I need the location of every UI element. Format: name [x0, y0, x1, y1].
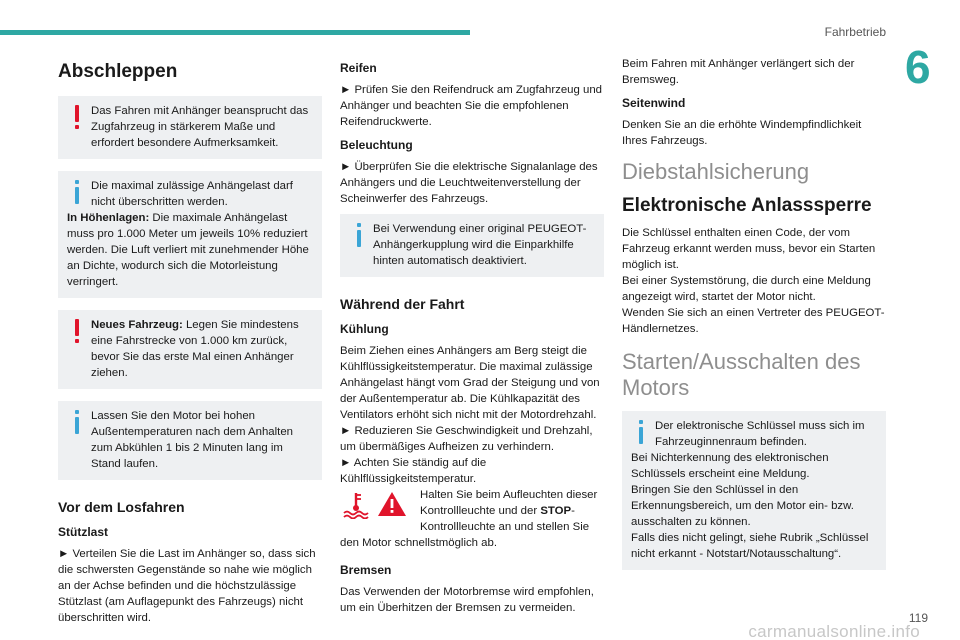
paragraph: ► Prüfen Sie den Reifendruck am Zugfahrzeug und Anhänger und beachten Sie die empfohlenen Reifendruckwerte. [340, 84, 603, 128]
paragraph: Beim Ziehen eines Anhängers am Berg steigt die Kühlflüssigkeitstemperatur. Die maximal zulässige Anhängelast hängt vom Grad der Steigung und von der Außentemperatur ab. Die Kühlkapazität des Ventilators erhöht sich nicht mit der Motordrehzahl. [340, 345, 600, 421]
warning-icon [70, 319, 84, 345]
column-3 [622, 56, 886, 582]
warning-text [67, 317, 313, 381]
paragraph: ► Reduzieren Sie Geschwindigkeit und Drehzahl, um übermäßiges Aufheizen zu verhindern. [340, 425, 593, 453]
info-text-rest: Die maximale Anhängelast muss pro 1.000 Meter um jeweils 10% reduziert werden. Die Luft verliert mit zunehmender Höhe an Dichte, wodurch sich die Motorleistung verringert. [67, 212, 309, 288]
paragraph: Das Verwenden der Motorbremse wird empfohlen, um ein Überhitzen der Bremsen zu vermeiden. [340, 586, 594, 614]
section-title-diebstahlsicherung: Diebstahlsicherung [622, 159, 810, 184]
subheading-beleuchtung: Beleuchtung [340, 138, 413, 152]
info-text: Bei Verwendung einer original PEUGEOT-Anhängerkupplung wird die Einparkhilfe hinten automatisch deaktiviert. [373, 223, 587, 267]
info-icon [634, 420, 648, 446]
heading-anlasssperre: Elektronische Anlasssperre [622, 195, 872, 216]
stop-label: STOP [540, 505, 572, 517]
warning-text-rest: Legen Sie mindestens eine Fahrstrecke von 1.000 km zurück, bevor Sie das erste Mal einen Anhänger ziehen. [91, 319, 299, 379]
subheading-reifen: Reifen [340, 61, 377, 75]
paragraph: ► Verteilen Sie die Last im Anhänger so, dass sich die schwersten Gegenstände so nahe wie möglich an der Achse befinden und die höchstzulässige Stützlast (am Auflagepunkt des Fahrzeugs) nicht überschritten wird. [58, 548, 316, 624]
info-icon [70, 180, 84, 206]
chapter-title: Fahrbetrieb [824, 25, 886, 39]
info-icon [70, 410, 84, 436]
warning-box [58, 96, 322, 159]
section-title-abschleppen: Abschleppen [58, 61, 178, 82]
warning-text: Das Fahren mit Anhänger beansprucht das Zugfahrzeug in stärkerem Maße und erfordert besondere Aufmerksamkeit. [91, 105, 309, 149]
info-box [622, 411, 886, 570]
bold-label: Neues Fahrzeug: [91, 319, 183, 331]
bold-label: In Höhenlagen: [67, 212, 150, 224]
paragraph: Die Schlüssel enthalten einen Code, der vom Fahrzeug erkannt werden muss, bevor ein Starten möglich ist. Bei einer Systemstörung, die durch eine Meldung angezeigt wird, startet der Motor nicht. Wenden Sie sich an einen Vertreter des PEUGEOT-Händlernetzes. [622, 227, 885, 335]
heading-vor-dem-losfahren: Vor dem Losfahren [58, 499, 185, 515]
warning-lights [340, 489, 414, 521]
subheading-bremsen: Bremsen [340, 563, 392, 577]
paragraph: ► Überprüfen Sie die elektrische Signalanlage des Anhängers und die Leuchtweitenverstellung der Scheinwerfer des Fahrzeugs. [340, 161, 598, 205]
paragraph: ► Achten Sie ständig auf die Kühlflüssigkeitstemperatur. [340, 457, 487, 485]
info-text: Die maximal zulässige Anhängelast darf nicht überschritten werden. [91, 180, 293, 208]
subheading-seitenwind: Seitenwind [622, 96, 686, 110]
info-text: Der elektronische Schlüssel muss sich im Fahrzeuginnenraum befinden. [655, 420, 865, 448]
info-box [58, 401, 322, 480]
subheading-stuetzlast: Stützlast [58, 525, 109, 539]
top-accent-bar [0, 30, 470, 35]
column-1 [58, 56, 322, 633]
subheading-kuehlung: Kühlung [340, 322, 389, 336]
info-box [58, 171, 322, 298]
warning-lights-paragraph [340, 487, 604, 558]
info-text-altitude [67, 210, 313, 290]
watermark: carmanualsonline.info [748, 622, 920, 640]
paragraph: Beim Fahren mit Anhänger verlängert sich der Bremsweg. [622, 58, 855, 86]
coolant-temperature-icon [340, 489, 372, 519]
heading-waehrend-der-fahrt: Während der Fahrt [340, 296, 465, 312]
section-title-starten: Starten/Ausschalten des Motors [622, 349, 861, 400]
info-icon [352, 223, 366, 249]
stop-warning-icon [376, 489, 408, 519]
info-box [340, 214, 604, 277]
info-text: Lassen Sie den Motor bei hohen Außentemperaturen nach dem Anhalten zum Abkühlen 1 bis 2 Minuten lang im Stand laufen. [91, 410, 293, 470]
info-text-rest: Bei Nichterkennung des elektronischen Schlüssels erscheint eine Meldung. Bringen Sie den Schlüssel in den Erkennungsbereich, um den Motor ein- bzw. ausschalten zu können. Falls dies nicht gelingt, siehe Rubrik „Schlüssel nicht erkannt - Notstart/Notausschaltung“. [631, 452, 869, 560]
paragraph: Denken Sie an die erhöhte Windempfindlichkeit Ihres Fahrzeugs. [622, 119, 862, 147]
page-number: 119 [908, 611, 928, 625]
chapter-number: 6 [905, 41, 931, 93]
text-part: -Kontrollleuchte an und stellen Sie den Motor schnellstmöglich ab. [340, 505, 590, 549]
warning-icon [70, 105, 84, 131]
text-part: Halten Sie beim Aufleuchten dieser Kontrollleuchte und der [420, 489, 598, 517]
warning-box [58, 310, 322, 389]
column-2 [340, 56, 604, 623]
